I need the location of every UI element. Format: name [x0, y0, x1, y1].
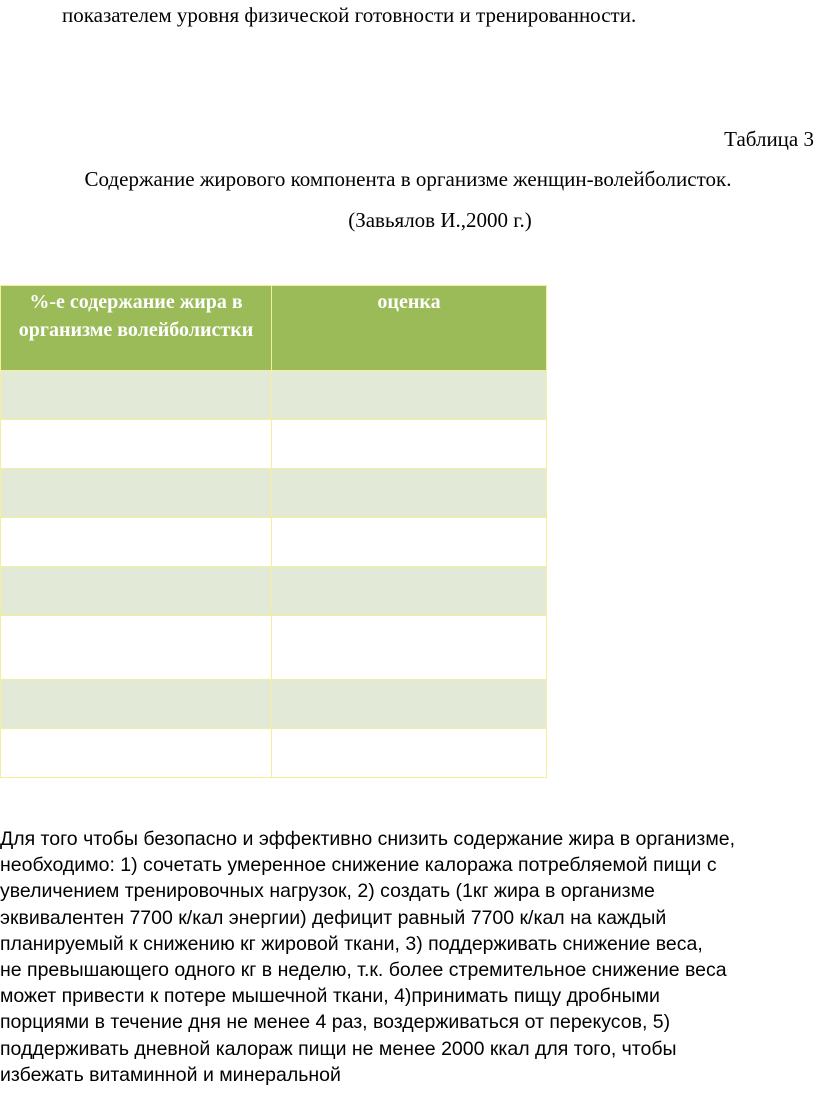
- table-cell: [1, 469, 272, 518]
- table-cell: [272, 729, 547, 778]
- paragraph-line: эквивалентен 7700 к/кал энергии) дефицит равный 7700 к/кал на каждый: [0, 906, 667, 929]
- table-number: Таблица 3: [724, 127, 814, 151]
- paragraph-line: может привести к потере мышечной ткани, 4)принимать пищу дробными: [0, 985, 660, 1008]
- header-rating: оценка: [272, 286, 547, 371]
- table-cell: [272, 567, 547, 616]
- table-row: [1, 567, 547, 616]
- table-cell: [272, 616, 547, 680]
- table-cell: [1, 729, 272, 778]
- table-cell: [1, 518, 272, 567]
- table-row: [1, 371, 547, 420]
- paragraph-line: планируемый к снижению кг жировой ткани, 3) поддерживать снижение веса,: [0, 932, 703, 955]
- table-cell: [272, 469, 547, 518]
- paragraph-line: избежать витаминной и минеральной: [0, 1063, 341, 1086]
- paragraph-line: Для того чтобы безопасно и эффективно снизить содержание жира в организме,: [0, 828, 735, 850]
- table-cell: [1, 567, 272, 616]
- table-row: [1, 680, 547, 729]
- table-cell: [1, 680, 272, 729]
- table-header-row: [1, 286, 547, 371]
- table-cell: [272, 680, 547, 729]
- table-row: [1, 469, 547, 518]
- table-row: [1, 420, 547, 469]
- paragraph-line: необходимо: 1) сочетать умеренное снижение калоража потребляемой пищи с: [0, 854, 717, 877]
- table-row: [1, 518, 547, 567]
- paragraph-line: не превышающего одного кг в неделю, т.к. более стремительное снижение веса: [0, 959, 727, 982]
- table-title: Содержание жирового компонента в организме женщин-волейболисток.: [84, 167, 732, 191]
- table-cell: [272, 518, 547, 567]
- table-cell: [1, 616, 272, 680]
- paragraph-line: увеличением тренировочных нагрузок, 2) создать (1кг жира в организме: [0, 880, 655, 903]
- paragraph-line: порциями в течение дня не менее 4 раз, воздерживаться от перекусов, 5): [0, 1011, 671, 1034]
- table-source: (Завьялов И.,2000 г.): [348, 208, 532, 232]
- paragraph-line: поддерживать дневной калораж пищи не менее 2000 ккал для того, чтобы: [0, 1037, 677, 1060]
- table-row: [1, 729, 547, 778]
- table-cell: [1, 371, 272, 420]
- table-cell: [1, 420, 272, 469]
- table-cell: [272, 420, 547, 469]
- table-cell: [272, 371, 547, 420]
- intro-line: показателем уровня физической готовности и тренированности.: [62, 3, 637, 27]
- fat-content-table: [0, 285, 547, 778]
- header-fat-percent: %-е содержание жира в организме волейболистки: [1, 286, 272, 371]
- body-paragraph: [0, 826, 816, 1088]
- table-row: [1, 616, 547, 680]
